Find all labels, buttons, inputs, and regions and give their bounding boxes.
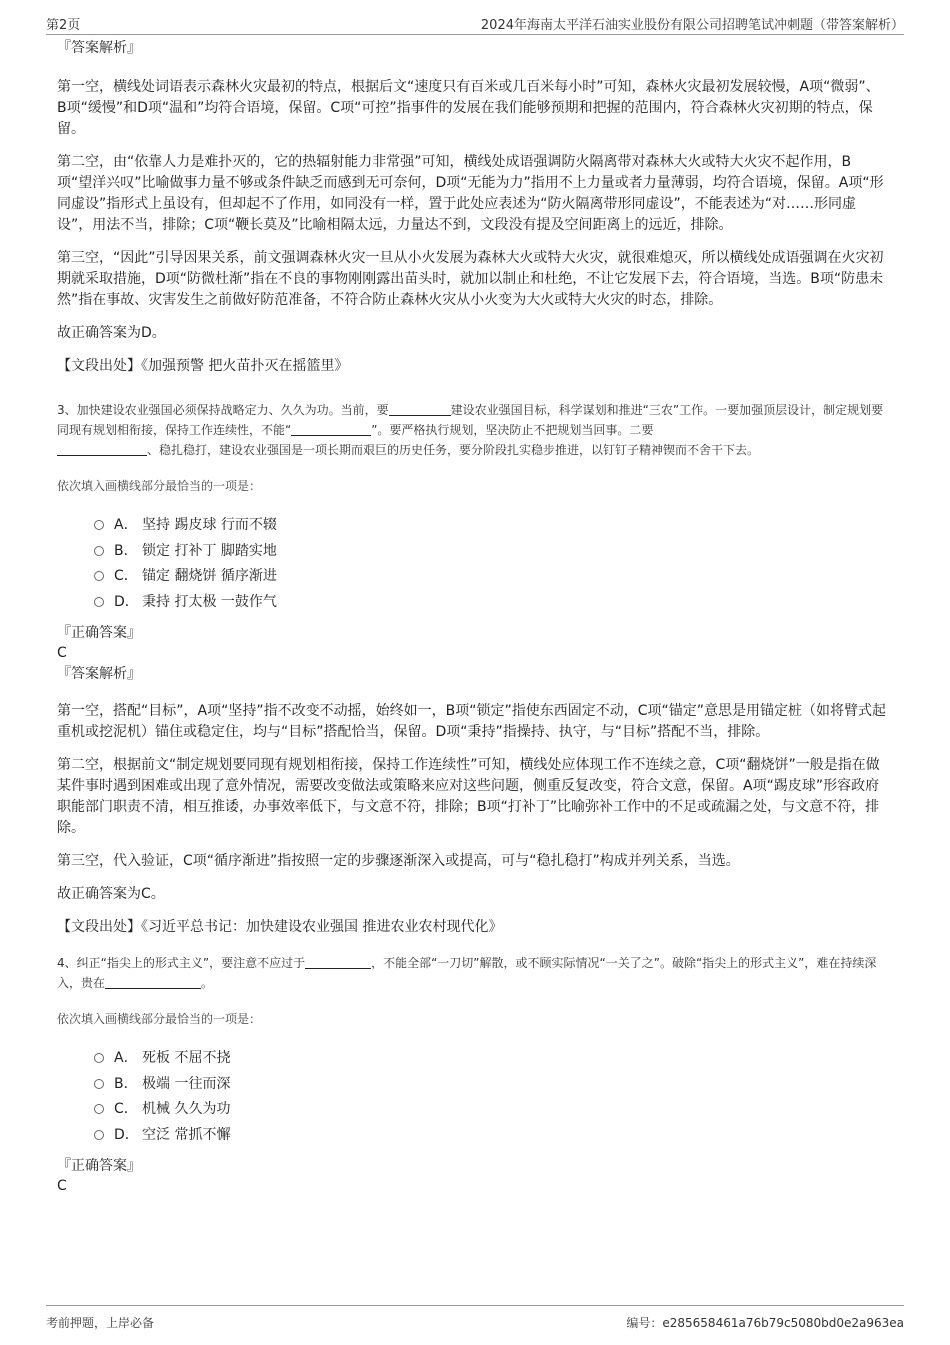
- blank-2: [105, 974, 201, 989]
- footer-slogan: 考前押题，上岸必备: [46, 1316, 155, 1330]
- q3-analysis-label: 『答案解析』: [57, 666, 141, 682]
- q3-option-a[interactable]: A． 坚持 踢皮球 行而不辍: [94, 513, 886, 539]
- q4-correct-answer: C: [57, 1178, 67, 1194]
- radio-icon[interactable]: [94, 597, 104, 607]
- page-footer: [46, 1305, 904, 1330]
- q4-option-c[interactable]: C． 机械 久久为功: [94, 1097, 886, 1123]
- radio-icon[interactable]: [94, 1053, 104, 1063]
- q3-option-c[interactable]: C． 锚定 翻烧饼 循序渐进: [94, 564, 886, 590]
- q3-options: [94, 513, 886, 615]
- q2-source: 【文段出处】《加强预警 把火苗扑灭在摇篮里》: [57, 358, 349, 374]
- q2-analysis-p3: 第三空，“因此”引导因果关系，前文强调森林火灾一旦从小火发展为森林大火或特大火灾，就很难熄灭，所以横线处成语强调在火灾初期就采取措施，D项“防微杜渐”指在不良的事物刚刚露出苗头时，就加以制止和杜绝，不让它发展下去，符合语境，当选。B项“防患未然”指在事故、灾害发生之前做好防范准备，不符合防止森林火灾从小火变为大火或特大火灾的时态，排除。: [57, 250, 884, 308]
- radio-icon[interactable]: [94, 1104, 104, 1114]
- blank-2: [291, 421, 371, 436]
- q3-conclusion: 故正确答案为C。: [57, 886, 165, 902]
- q3-option-b[interactable]: B． 锁定 打补丁 脚踏实地: [94, 539, 886, 565]
- q3-analysis-p3: 第三空，代入验证，C项“循序渐进”指按照一定的步骤逐渐深入或提高，可与“稳扎稳打”构成并列关系，当选。: [57, 853, 740, 869]
- radio-icon[interactable]: [94, 1079, 104, 1089]
- q3-analysis-p2: 第二空，根据前文“制定规划要同现有规划相衔接，保持工作连续性”可知，横线处应体现工作不连续之意，C项“翻烧饼”一般是指在做某件事时遇到困难或出现了意外情况，需要改变做法或策略来应对这些问题，侧重反复改变，符合文意，保留。A项“踢皮球”形容政府职能部门职责不清，相互推诿，办事效率低下，与文意不符，排除；B项“打补丁”比喻弥补工作中的不足或疏漏之处，与文意不符，排除。: [57, 757, 880, 836]
- q2-analysis-p2: 第二空，由“依靠人力是难扑灭的，它的热辐射能力非常强”可知，横线处成语强调防火隔离带对森林大火或特大火灾不起作用，B项“望洋兴叹”比喻做事力量不够或条件缺乏而感到无可奈何，D项“无能为力”指用不上力量或者力量薄弱，均符合语境，保留。A项“形同虚设”指形式上虽设有，但却起不了作用，如同没有一样，置于此处应表述为“防火隔离带形同虚设”，不能表述为“对……形同虚设”，用法不当，排除；C项“鞭长莫及”比喻相隔太远，力量达不到，文段没有提及空间距离上的远近，排除。: [57, 154, 884, 233]
- q2-analysis-label: 『答案解析』: [57, 40, 141, 56]
- q4-correct-label: 『正确答案』: [57, 1158, 141, 1174]
- q4-stem: 4、纠正“指尖上的形式主义”，要注意不应过于 ，不能全部“一刀切”解散，或不顾实际情况“一关了之”。破除“指尖上的形式主义”，难在持续深入，贵在 。: [57, 956, 877, 990]
- page-content: [57, 38, 886, 1197]
- q3-analysis-p1: 第一空，搭配“目标”，A项“坚持”指不改变不动摇，始终如一，B项“锁定”指使东西固定不动，C项“锚定”意思是用锚定桩（如将臂式起重机或挖泥机）锚住或稳定住，均与“目标”搭配恰当，保留。D项“秉持”指操持、执守，与“目标”搭配不当，排除。: [57, 703, 886, 740]
- blank-1: [389, 401, 451, 416]
- q3-correct-answer: C: [57, 645, 67, 661]
- q4-option-d[interactable]: D． 空泛 常抓不懈: [94, 1123, 886, 1149]
- q4-instruction: 依次填入画横线部分最恰当的一项是：: [57, 1012, 262, 1026]
- q3-correct-label: 『正确答案』: [57, 625, 141, 641]
- blank-3: [57, 441, 147, 456]
- q3-instruction: 依次填入画横线部分最恰当的一项是：: [57, 479, 262, 493]
- q3-stem: 3、加快建设农业强国必须保持战略定力、久久为功。当前，要 建设农业强国目标，科学谋划和推进“三农”工作。一要加强顶层设计，制定规划要同现有规划相衔接，保持工作连续性，不能“ ”。要严格执行规划，坚决防止不把规划当回事。二要 、稳扎稳打，建设农业强国是一项长期而艰巨的历史任务，要分阶段扎实稳步推进，以钉钉子精神锲而不舍干下去。: [57, 403, 884, 457]
- q3-source: 【文段出处】《习近平总书记：加快建设农业强国 推进农业农村现代化》: [57, 919, 503, 935]
- blank-1: [305, 954, 371, 969]
- page-number: 第2页: [46, 18, 81, 33]
- document-id: 编号：e285658461a76b79c5080bd0e2a963ea: [626, 1316, 904, 1330]
- radio-icon[interactable]: [94, 571, 104, 581]
- q4-option-a[interactable]: A． 死板 不屈不挠: [94, 1046, 886, 1072]
- document-title: 2024年海南太平洋石油实业股份有限公司招聘笔试冲刺题（带答案解析）: [480, 18, 904, 33]
- q4-options: [94, 1046, 886, 1148]
- q3-option-d[interactable]: D． 秉持 打太极 一鼓作气: [94, 590, 886, 616]
- radio-icon[interactable]: [94, 520, 104, 530]
- q2-conclusion: 故正确答案为D。: [57, 325, 166, 341]
- page-header: [46, 12, 904, 35]
- radio-icon[interactable]: [94, 1130, 104, 1140]
- q4-option-b[interactable]: B． 极端 一往而深: [94, 1072, 886, 1098]
- q2-analysis-p1: 第一空，横线处词语表示森林火灾最初的特点，根据后文“速度只有百米或几百米每小时”可知，森林火灾最初发展较慢，A项“微弱”、B项“缓慢”和D项“温和”均符合语境，保留。C项“可控”指事件的发展在我们能够预期和把握的范围内，符合森林火灾初期的特点，保留。: [57, 79, 880, 137]
- radio-icon[interactable]: [94, 546, 104, 556]
